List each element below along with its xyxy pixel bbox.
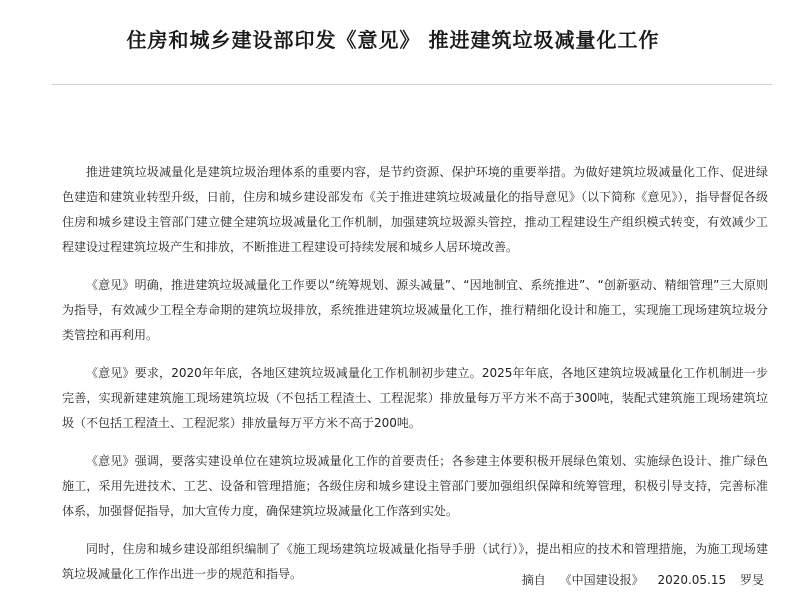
source-publication: 《中国建设报》 xyxy=(559,573,644,587)
paragraph-3: 《意见》要求，2020年年底，各地区建筑垃圾减量化工作机制初步建立。2025年年底，各地区建筑垃圾减量化工作机制进一步完善，实现新建建筑施工现场建筑垃圾（不包括工程渣土、工程泥浆）排放量每万平方米不高于300吨，装配式建筑施工现场建筑垃圾（不包括工程渣土、工程泥浆）排放量每万平方米不高于200吨。 xyxy=(62,366,768,430)
paragraph-1: 推进建筑垃圾减量化是建筑垃圾治理体系的重要内容，是节约资源、保护环境的重要举措。为做好建筑垃圾减量化工作、促进绿色建造和建筑业转型升级，日前，住房和城乡建设部发布《关于推进建筑垃圾减量化的指导意见》（以下简称《意见》），指导督促各级住房和城乡建设主管部门建立健全建筑垃圾减量化工作机制，加强建筑垃圾源头管控，推动工程建设生产组织模式转变，有效减少工程建设过程建筑垃圾产生和排放，不断推进工程建设可持续发展和城乡人居环境改善。 xyxy=(62,165,768,254)
article-body xyxy=(62,160,768,600)
source-line xyxy=(522,570,764,590)
source-prefix: 摘自 xyxy=(521,573,546,587)
title-divider xyxy=(52,84,772,85)
source-author: 罗旻 xyxy=(739,573,764,587)
paragraph-5: 同时，住房和城乡建设部组织编制了《施工现场建筑垃圾减量化指导手册（试行）》，提出相应的技术和管理措施，为施工现场建筑垃圾减量化工作作出进一步的规范和指导。 xyxy=(62,542,768,581)
source-date: 2020.05.15 xyxy=(657,573,727,587)
paragraph-2: 《意见》明确，推进建筑垃圾减量化工作要以“统筹规划、源头减量”、“因地制宜、系统推进”、“创新驱动、精细管理”三大原则为指导，有效减少工程全寿命期的建筑垃圾排放，系统推进建筑垃圾减量化工作，推行精细化设计和施工，实现施工现场建筑垃圾分类管控和再利用。 xyxy=(62,278,768,342)
article-title: 住房和城乡建设部印发《意见》 推进建筑垃圾减量化工作 xyxy=(126,28,660,52)
paragraph-4: 《意见》强调，要落实建设单位在建筑垃圾减量化工作的首要责任；各参建主体要积极开展绿色策划、实施绿色设计、推广绿色施工，采用先进技术、工艺、设备和管理措施；各级住房和城乡建设主管部门要加强组织保障和统筹管理，积极引导支持，完善标准体系，加强督促指导，加大宣传力度，确保建筑垃圾减量化工作落到实处。 xyxy=(62,454,768,518)
